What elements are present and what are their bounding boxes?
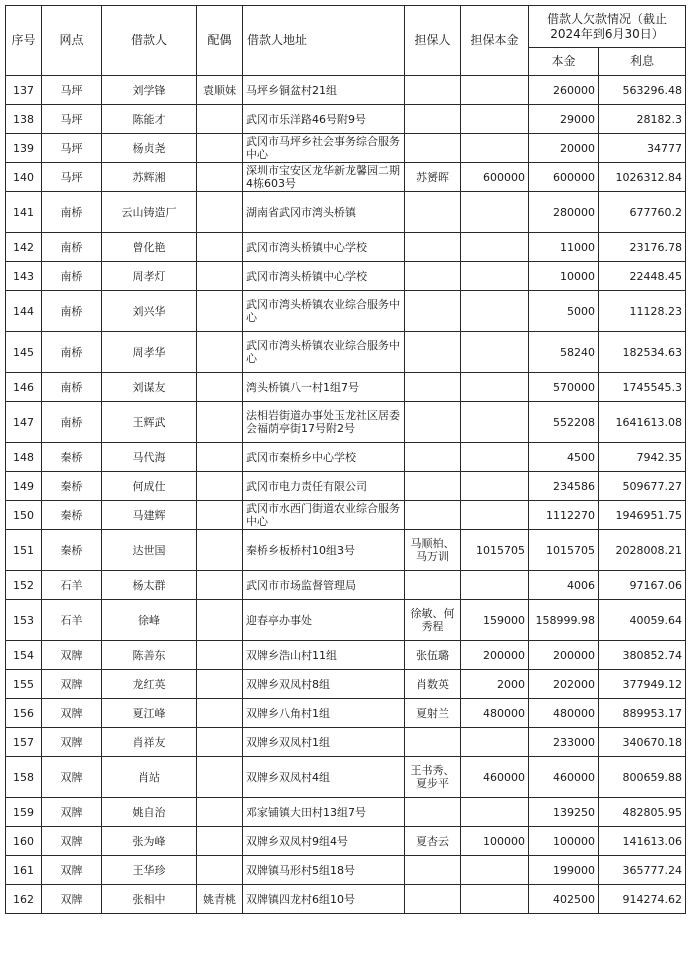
- cell-guarantee-amount: [461, 571, 529, 600]
- cell-borrower: 张相中: [102, 885, 197, 914]
- cell-guarantor: [405, 332, 461, 373]
- cell-interest: 509677.27: [599, 472, 686, 501]
- cell-spouse: [197, 402, 243, 443]
- header-guarantee-amount: 担保本金: [461, 6, 529, 76]
- cell-address: 马坪乡铜盆村21组: [243, 76, 405, 105]
- table-row: [6, 530, 686, 571]
- cell-principal: 4500: [529, 443, 599, 472]
- cell-guarantee-amount: [461, 798, 529, 827]
- cell-interest: 377949.12: [599, 670, 686, 699]
- cell-address: 武冈市秦桥乡中心学校: [243, 443, 405, 472]
- cell-no: 151: [6, 530, 42, 571]
- table-row: [6, 827, 686, 856]
- table-row: [6, 472, 686, 501]
- cell-guarantor: 夏射兰: [405, 699, 461, 728]
- table-row: [6, 233, 686, 262]
- cell-address: 武冈市湾头桥镇中心学校: [243, 262, 405, 291]
- cell-branch: 秦桥: [42, 530, 102, 571]
- cell-principal: 158999.98: [529, 600, 599, 641]
- cell-no: 160: [6, 827, 42, 856]
- cell-interest: 28182.3: [599, 105, 686, 134]
- cell-guarantor: 王书秀、夏步平: [405, 757, 461, 798]
- cell-borrower: 周孝灯: [102, 262, 197, 291]
- cell-address: 武冈市乐洋路46号附9号: [243, 105, 405, 134]
- cell-borrower: 夏江峰: [102, 699, 197, 728]
- cell-guarantee-amount: [461, 373, 529, 402]
- cell-principal: 200000: [529, 641, 599, 670]
- cell-interest: 1641613.08: [599, 402, 686, 443]
- cell-branch: 双牌: [42, 856, 102, 885]
- table-row: [6, 291, 686, 332]
- cell-borrower: 姚自治: [102, 798, 197, 827]
- cell-no: 159: [6, 798, 42, 827]
- cell-interest: 800659.88: [599, 757, 686, 798]
- cell-borrower: 马建辉: [102, 501, 197, 530]
- cell-borrower: 张为峰: [102, 827, 197, 856]
- cell-branch: 南桥: [42, 373, 102, 402]
- cell-borrower: 肖站: [102, 757, 197, 798]
- cell-interest: 889953.17: [599, 699, 686, 728]
- cell-principal: 11000: [529, 233, 599, 262]
- cell-branch: 双牌: [42, 757, 102, 798]
- cell-principal: 460000: [529, 757, 599, 798]
- cell-borrower: 云山铸造厂: [102, 192, 197, 233]
- cell-guarantee-amount: 2000: [461, 670, 529, 699]
- cell-no: 140: [6, 163, 42, 192]
- cell-interest: 22448.45: [599, 262, 686, 291]
- cell-no: 146: [6, 373, 42, 402]
- cell-guarantor: [405, 402, 461, 443]
- cell-interest: 482805.95: [599, 798, 686, 827]
- cell-no: 152: [6, 571, 42, 600]
- cell-guarantee-amount: 159000: [461, 600, 529, 641]
- cell-branch: 秦桥: [42, 472, 102, 501]
- cell-guarantee-amount: [461, 885, 529, 914]
- cell-principal: 552208: [529, 402, 599, 443]
- cell-no: 137: [6, 76, 42, 105]
- cell-guarantor: 徐敏、何秀程: [405, 600, 461, 641]
- cell-spouse: [197, 192, 243, 233]
- cell-principal: 260000: [529, 76, 599, 105]
- cell-no: 157: [6, 728, 42, 757]
- cell-branch: 双牌: [42, 798, 102, 827]
- cell-address: 双牌镇马形村5组18号: [243, 856, 405, 885]
- cell-branch: 南桥: [42, 291, 102, 332]
- table-row: [6, 798, 686, 827]
- cell-principal: 199000: [529, 856, 599, 885]
- table-row: [6, 262, 686, 291]
- cell-guarantor: 肖数英: [405, 670, 461, 699]
- cell-guarantor: 苏赟晖: [405, 163, 461, 192]
- cell-address: 迎春亭办事处: [243, 600, 405, 641]
- header-spouse: 配偶: [197, 6, 243, 76]
- cell-interest: 340670.18: [599, 728, 686, 757]
- cell-guarantee-amount: 200000: [461, 641, 529, 670]
- cell-interest: 1946951.75: [599, 501, 686, 530]
- cell-guarantee-amount: [461, 402, 529, 443]
- cell-spouse: [197, 443, 243, 472]
- cell-borrower: 达世国: [102, 530, 197, 571]
- cell-address: 双牌乡八角村1组: [243, 699, 405, 728]
- cell-guarantor: [405, 105, 461, 134]
- cell-interest: 380852.74: [599, 641, 686, 670]
- cell-guarantor: 马顺柏、马万训: [405, 530, 461, 571]
- cell-spouse: [197, 501, 243, 530]
- cell-spouse: [197, 571, 243, 600]
- cell-guarantee-amount: [461, 728, 529, 757]
- cell-address: 双牌镇四龙村6组10号: [243, 885, 405, 914]
- cell-spouse: [197, 856, 243, 885]
- cell-address: 武冈市湾头桥镇农业综合服务中心: [243, 332, 405, 373]
- cell-principal: 58240: [529, 332, 599, 373]
- cell-address: 双牌乡浩山村11组: [243, 641, 405, 670]
- cell-no: 147: [6, 402, 42, 443]
- cell-borrower: 刘兴华: [102, 291, 197, 332]
- cell-spouse: 袁顺妹: [197, 76, 243, 105]
- table-row: [6, 105, 686, 134]
- cell-principal: 202000: [529, 670, 599, 699]
- cell-branch: 双牌: [42, 827, 102, 856]
- cell-principal: 5000: [529, 291, 599, 332]
- cell-interest: 365777.24: [599, 856, 686, 885]
- cell-branch: 双牌: [42, 641, 102, 670]
- cell-address: 武冈市市场监督管理局: [243, 571, 405, 600]
- header-row: [6, 6, 686, 48]
- cell-no: 158: [6, 757, 42, 798]
- cell-borrower: 陈能才: [102, 105, 197, 134]
- cell-spouse: [197, 641, 243, 670]
- cell-branch: 双牌: [42, 885, 102, 914]
- cell-principal: 480000: [529, 699, 599, 728]
- table-row: [6, 163, 686, 192]
- cell-address: 湖南省武冈市湾头桥镇: [243, 192, 405, 233]
- cell-guarantor: [405, 76, 461, 105]
- cell-guarantor: [405, 262, 461, 291]
- cell-guarantee-amount: [461, 233, 529, 262]
- cell-no: 153: [6, 600, 42, 641]
- cell-guarantor: [405, 798, 461, 827]
- cell-spouse: [197, 600, 243, 641]
- table-row: [6, 670, 686, 699]
- cell-no: 143: [6, 262, 42, 291]
- cell-spouse: [197, 233, 243, 262]
- cell-guarantee-amount: 1015705: [461, 530, 529, 571]
- cell-no: 155: [6, 670, 42, 699]
- cell-no: 145: [6, 332, 42, 373]
- cell-no: 142: [6, 233, 42, 262]
- table-row: [6, 699, 686, 728]
- cell-guarantee-amount: 100000: [461, 827, 529, 856]
- cell-address: 双牌乡双凤村4组: [243, 757, 405, 798]
- cell-address: 深圳市宝安区龙华新龙馨园二期4栋603号: [243, 163, 405, 192]
- cell-guarantee-amount: [461, 105, 529, 134]
- cell-no: 148: [6, 443, 42, 472]
- cell-principal: 234586: [529, 472, 599, 501]
- cell-no: 141: [6, 192, 42, 233]
- cell-guarantor: [405, 233, 461, 262]
- cell-borrower: 周孝华: [102, 332, 197, 373]
- header-guarantor: 担保人: [405, 6, 461, 76]
- cell-branch: 双牌: [42, 670, 102, 699]
- cell-interest: 40059.64: [599, 600, 686, 641]
- cell-spouse: [197, 699, 243, 728]
- cell-address: 湾头桥镇八一村1组7号: [243, 373, 405, 402]
- cell-no: 138: [6, 105, 42, 134]
- cell-principal: 1112270: [529, 501, 599, 530]
- cell-address: 武冈市水西门街道农业综合服务中心: [243, 501, 405, 530]
- cell-branch: 马坪: [42, 134, 102, 163]
- cell-spouse: [197, 105, 243, 134]
- header-interest: 利息: [599, 48, 686, 76]
- cell-principal: 233000: [529, 728, 599, 757]
- cell-guarantor: 张伍璐: [405, 641, 461, 670]
- cell-address: 武冈市湾头桥镇农业综合服务中心: [243, 291, 405, 332]
- cell-branch: 南桥: [42, 332, 102, 373]
- table-row: [6, 885, 686, 914]
- cell-borrower: 刘谋友: [102, 373, 197, 402]
- cell-no: 162: [6, 885, 42, 914]
- cell-guarantor: [405, 728, 461, 757]
- cell-guarantee-amount: [461, 443, 529, 472]
- cell-no: 156: [6, 699, 42, 728]
- cell-interest: 34777: [599, 134, 686, 163]
- cell-address: 邓家铺镇大田村13组7号: [243, 798, 405, 827]
- cell-guarantee-amount: [461, 192, 529, 233]
- cell-branch: 双牌: [42, 728, 102, 757]
- table-row: [6, 402, 686, 443]
- cell-address: 武冈市湾头桥镇中心学校: [243, 233, 405, 262]
- cell-address: 双牌乡双凤村9组4号: [243, 827, 405, 856]
- cell-spouse: [197, 728, 243, 757]
- cell-guarantor: [405, 571, 461, 600]
- cell-principal: 139250: [529, 798, 599, 827]
- header-owed-group: 借款人欠款情况（截止2024年到6月30日）: [529, 6, 686, 48]
- cell-branch: 南桥: [42, 262, 102, 291]
- cell-principal: 570000: [529, 373, 599, 402]
- cell-no: 161: [6, 856, 42, 885]
- cell-borrower: 何成仕: [102, 472, 197, 501]
- cell-spouse: [197, 530, 243, 571]
- cell-spouse: [197, 291, 243, 332]
- cell-borrower: 陈善东: [102, 641, 197, 670]
- cell-spouse: [197, 262, 243, 291]
- header-principal: 本金: [529, 48, 599, 76]
- cell-spouse: [197, 798, 243, 827]
- cell-address: 武冈市马坪乡社会事务综合服务中心: [243, 134, 405, 163]
- table-row: [6, 192, 686, 233]
- cell-guarantee-amount: 600000: [461, 163, 529, 192]
- cell-interest: 141613.06: [599, 827, 686, 856]
- cell-borrower: 杨贞尧: [102, 134, 197, 163]
- table-row: [6, 641, 686, 670]
- cell-guarantor: [405, 192, 461, 233]
- cell-interest: 1026312.84: [599, 163, 686, 192]
- cell-spouse: [197, 670, 243, 699]
- cell-principal: 20000: [529, 134, 599, 163]
- table-row: [6, 501, 686, 530]
- table-row: [6, 373, 686, 402]
- cell-no: 139: [6, 134, 42, 163]
- cell-branch: 南桥: [42, 402, 102, 443]
- loan-sheet: [5, 5, 686, 914]
- cell-interest: 2028008.21: [599, 530, 686, 571]
- cell-branch: 马坪: [42, 105, 102, 134]
- cell-principal: 402500: [529, 885, 599, 914]
- cell-guarantor: [405, 291, 461, 332]
- cell-branch: 马坪: [42, 76, 102, 105]
- cell-spouse: [197, 472, 243, 501]
- cell-borrower: 肖祥友: [102, 728, 197, 757]
- header-address: 借款人地址: [243, 6, 405, 76]
- table-row: [6, 757, 686, 798]
- cell-interest: 182534.63: [599, 332, 686, 373]
- cell-guarantee-amount: [461, 856, 529, 885]
- table-row: [6, 600, 686, 641]
- cell-guarantor: [405, 885, 461, 914]
- cell-spouse: 姚青桃: [197, 885, 243, 914]
- cell-address: 秦桥乡板桥村10组3号: [243, 530, 405, 571]
- cell-spouse: [197, 332, 243, 373]
- cell-interest: 11128.23: [599, 291, 686, 332]
- table-row: [6, 443, 686, 472]
- cell-branch: 南桥: [42, 192, 102, 233]
- cell-guarantee-amount: [461, 472, 529, 501]
- header-borrower: 借款人: [102, 6, 197, 76]
- cell-spouse: [197, 757, 243, 798]
- cell-guarantee-amount: [461, 134, 529, 163]
- cell-no: 154: [6, 641, 42, 670]
- cell-interest: 1745545.3: [599, 373, 686, 402]
- cell-branch: 秦桥: [42, 501, 102, 530]
- cell-guarantor: [405, 501, 461, 530]
- cell-guarantee-amount: [461, 76, 529, 105]
- cell-no: 149: [6, 472, 42, 501]
- cell-branch: 秦桥: [42, 443, 102, 472]
- header-no: 序号: [6, 6, 42, 76]
- cell-interest: 7942.35: [599, 443, 686, 472]
- cell-branch: 南桥: [42, 233, 102, 262]
- cell-principal: 280000: [529, 192, 599, 233]
- cell-guarantor: [405, 856, 461, 885]
- cell-branch: 双牌: [42, 699, 102, 728]
- cell-interest: 23176.78: [599, 233, 686, 262]
- cell-principal: 100000: [529, 827, 599, 856]
- cell-borrower: 刘学锋: [102, 76, 197, 105]
- cell-guarantee-amount: 480000: [461, 699, 529, 728]
- table-row: [6, 134, 686, 163]
- cell-guarantee-amount: [461, 501, 529, 530]
- cell-borrower: 杨太群: [102, 571, 197, 600]
- cell-guarantee-amount: 460000: [461, 757, 529, 798]
- cell-interest: 97167.06: [599, 571, 686, 600]
- cell-borrower: 马代海: [102, 443, 197, 472]
- cell-guarantor: [405, 373, 461, 402]
- cell-borrower: 龙红英: [102, 670, 197, 699]
- cell-interest: 677760.2: [599, 192, 686, 233]
- cell-guarantee-amount: [461, 262, 529, 291]
- cell-spouse: [197, 373, 243, 402]
- cell-guarantor: [405, 472, 461, 501]
- cell-borrower: 王辉武: [102, 402, 197, 443]
- header-branch: 网点: [42, 6, 102, 76]
- cell-principal: 600000: [529, 163, 599, 192]
- cell-spouse: [197, 134, 243, 163]
- cell-branch: 石羊: [42, 571, 102, 600]
- cell-borrower: 苏辉湘: [102, 163, 197, 192]
- cell-branch: 石羊: [42, 600, 102, 641]
- cell-guarantor: [405, 134, 461, 163]
- loan-table: [5, 5, 686, 914]
- table-row: [6, 856, 686, 885]
- cell-principal: 4006: [529, 571, 599, 600]
- cell-no: 150: [6, 501, 42, 530]
- cell-address: 法相岩街道办事处玉龙社区居委会福荫亭街17号附2号: [243, 402, 405, 443]
- cell-principal: 10000: [529, 262, 599, 291]
- cell-principal: 29000: [529, 105, 599, 134]
- table-row: [6, 332, 686, 373]
- cell-address: 武冈市电力责任有限公司: [243, 472, 405, 501]
- cell-interest: 563296.48: [599, 76, 686, 105]
- cell-guarantor: 夏杏云: [405, 827, 461, 856]
- cell-borrower: 徐峰: [102, 600, 197, 641]
- cell-branch: 马坪: [42, 163, 102, 192]
- cell-no: 144: [6, 291, 42, 332]
- cell-spouse: [197, 163, 243, 192]
- cell-address: 双牌乡双凤村1组: [243, 728, 405, 757]
- cell-guarantor: [405, 443, 461, 472]
- cell-guarantee-amount: [461, 291, 529, 332]
- cell-address: 双牌乡双凤村8组: [243, 670, 405, 699]
- cell-spouse: [197, 827, 243, 856]
- cell-principal: 1015705: [529, 530, 599, 571]
- table-row: [6, 571, 686, 600]
- table-body: [6, 76, 686, 914]
- table-row: [6, 76, 686, 105]
- cell-borrower: 曾化艳: [102, 233, 197, 262]
- cell-borrower: 王华珍: [102, 856, 197, 885]
- cell-guarantee-amount: [461, 332, 529, 373]
- table-row: [6, 728, 686, 757]
- cell-interest: 914274.62: [599, 885, 686, 914]
